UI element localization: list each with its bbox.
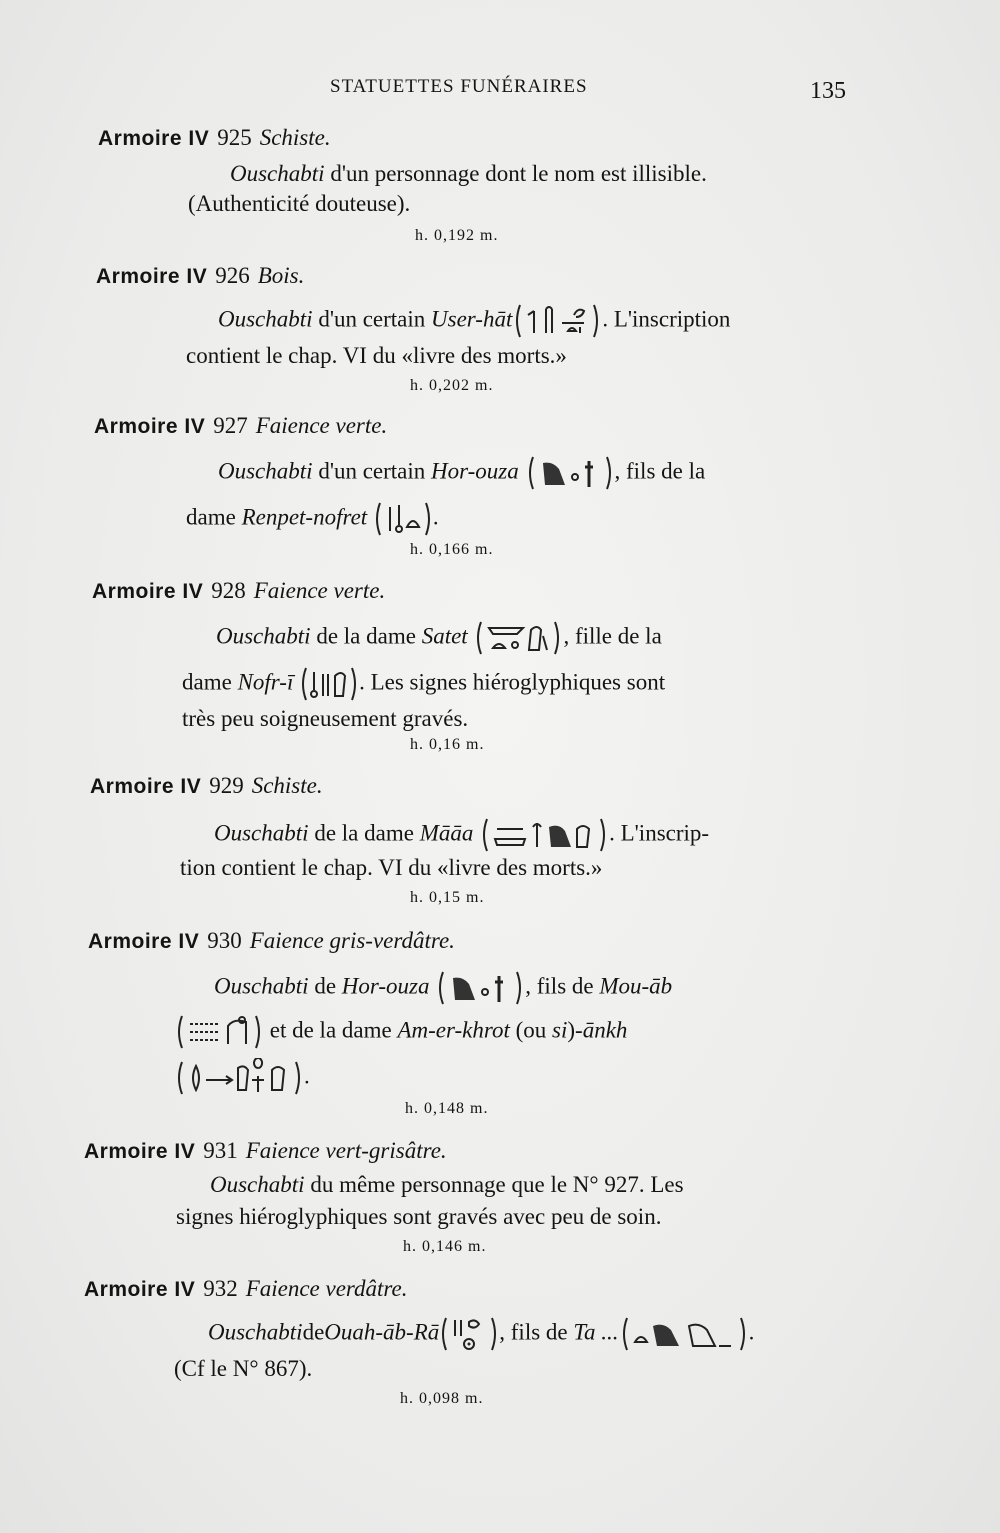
entry-line (208, 1314, 754, 1354)
material: Faience gris-verdâtre. (249, 928, 455, 953)
catalogue-number: 925 (217, 125, 252, 150)
entry-text: . L'inscrip- (609, 820, 710, 846)
entry-text: . (748, 1319, 755, 1345)
entry-line (230, 161, 845, 187)
armoire-label: Armoire IV (88, 930, 200, 953)
ouschabti-label: Ouschabti (218, 458, 313, 484)
hieroglyph-cartouche-icon (479, 815, 609, 855)
hieroglyph-cartouche-icon (174, 1058, 304, 1098)
dimension: h. 0,148 m. (405, 1100, 489, 1117)
ouschabti-label: Ouschabti (214, 973, 309, 999)
entry-text: d'un certain (318, 306, 426, 332)
entry-line (216, 618, 662, 658)
entry-text: si (552, 1017, 568, 1043)
page-number: 135 (810, 78, 846, 104)
entry-text: . L'inscription (602, 306, 731, 332)
person-name: Hor-ouza (341, 973, 430, 999)
ouschabti-label: Ouschabti (208, 1319, 303, 1345)
armoire-label: Armoire IV (84, 1278, 196, 1301)
material: Faience verdâtre. (245, 1276, 408, 1301)
entry-heading (98, 125, 331, 151)
catalogue-number: 932 (203, 1276, 238, 1301)
entry-heading (88, 928, 455, 954)
entry-text: dame (186, 504, 236, 530)
armoire-label: Armoire IV (92, 580, 204, 603)
catalogue-number: 927 (213, 413, 248, 438)
entry-line (210, 1172, 828, 1198)
entry-line: (Authenticité douteuse). (188, 191, 411, 216)
entry-text: de la dame (316, 623, 416, 649)
entry-text: d'un certain (318, 458, 426, 484)
hieroglyph-cartouche-icon (174, 1012, 264, 1052)
person-name: Nofr-ī (237, 669, 294, 695)
armoire-label: Armoire IV (90, 775, 202, 798)
entry-heading (90, 773, 323, 799)
person-name: Am-er-khrot (397, 1017, 510, 1043)
page-header (0, 72, 1000, 102)
entry-text: . Les signes hiéroglyphiques sont (359, 669, 666, 695)
hieroglyph-cartouche-icon (525, 453, 615, 493)
hieroglyph-cartouche-icon (473, 618, 563, 658)
entry-line (174, 1058, 310, 1098)
entry-text: et de la dame (269, 1017, 392, 1043)
armoire-label: Armoire IV (84, 1140, 196, 1163)
entry-text: de (302, 1319, 325, 1345)
ouschabti-label: Ouschabti (218, 306, 313, 332)
entry-line (214, 815, 709, 855)
person-name: Ouah-āb-Rā (324, 1319, 440, 1345)
dimension: h. 0,146 m. (403, 1238, 487, 1255)
entry-line: (Cf le N° 867). (174, 1356, 313, 1381)
material: Faience verte. (255, 413, 388, 438)
ouschabti-label: Ouschabti (210, 1172, 305, 1197)
entry-line (214, 968, 672, 1008)
entry-line (218, 301, 730, 341)
person-name: Satet (421, 623, 468, 649)
material: Schiste. (251, 773, 323, 798)
catalogue-number: 926 (215, 263, 250, 288)
dimension: h. 0,192 m. (415, 227, 499, 244)
ouschabti-label: Ouschabti (214, 820, 309, 846)
entry-line (218, 453, 705, 493)
entry-line: signes hiéroglyphiques sont gravés avec peu de soin. (176, 1204, 662, 1229)
entry-line: tion contient le chap. VI du «livre des morts.» (180, 855, 603, 880)
material: Schiste. (259, 125, 331, 150)
entry-text: dame (182, 669, 232, 695)
dimension: h. 0,15 m. (410, 889, 485, 906)
material: Faience vert-grisâtre. (245, 1138, 447, 1163)
entry-line (174, 1012, 627, 1052)
entry-text: , fils de la (614, 458, 706, 484)
entry-heading (94, 413, 387, 439)
entry-text: , fils de (499, 1319, 568, 1345)
entry-text: )- (567, 1017, 583, 1043)
catalogue-number: 928 (211, 578, 246, 603)
entry-text: ānkh (582, 1017, 628, 1043)
dimension: h. 0,098 m. (400, 1390, 484, 1407)
entry-heading (84, 1276, 407, 1302)
entry-line (186, 499, 439, 539)
entry-line: très peu soigneusement gravés. (182, 706, 469, 731)
hieroglyph-cartouche-icon (299, 664, 359, 704)
armoire-label: Armoire IV (94, 415, 206, 438)
entry-heading (96, 263, 304, 289)
running-head: STATUETTES FUNÉRAIRES (330, 76, 588, 97)
ouschabti-label: Ouschabti (230, 161, 325, 186)
entry-text: , fille de la (563, 623, 662, 649)
person-name: Ta ... (573, 1319, 619, 1345)
entry-text: . (304, 1063, 310, 1089)
person-name: User-hāt (431, 306, 513, 332)
ouschabti-label: Ouschabti (216, 623, 311, 649)
hieroglyph-cartouche-icon (373, 499, 433, 539)
person-name: Mou-āb (599, 973, 673, 999)
entry-text: (ou (515, 1017, 547, 1043)
entry-text: , fils de (525, 973, 594, 999)
catalogue-number: 929 (209, 773, 244, 798)
person-name: Hor-ouza (431, 458, 519, 484)
armoire-label: Armoire IV (96, 265, 208, 288)
entry-text: du même personnage que le N° 927. Les (310, 1172, 684, 1197)
entry-text: . (432, 504, 439, 530)
material: Faience verte. (253, 578, 386, 603)
entry-text: de (314, 973, 337, 999)
dimension: h. 0,16 m. (410, 736, 485, 753)
entry-heading (84, 1138, 447, 1164)
entry-text: d'un personnage dont le nom est illisible. (330, 161, 707, 186)
entry-line: contient le chap. VI du «livre des morts.» (186, 343, 567, 368)
dimension: h. 0,166 m. (410, 541, 494, 558)
entry-text: de la dame (314, 820, 414, 846)
dimension: h. 0,202 m. (410, 377, 494, 394)
hieroglyph-cartouche-icon (619, 1314, 749, 1354)
person-name: Māāa (419, 820, 474, 846)
catalogue-number: 930 (207, 928, 242, 953)
hieroglyph-cartouche-icon (435, 968, 525, 1008)
entry-line (182, 664, 665, 704)
person-name: Renpet-nofret (241, 504, 368, 530)
hieroglyph-cartouche-icon (512, 301, 602, 341)
material: Bois. (257, 263, 305, 288)
hieroglyph-cartouche-icon (439, 1314, 499, 1354)
entry-heading (92, 578, 385, 604)
armoire-label: Armoire IV (98, 127, 210, 150)
catalogue-number: 931 (203, 1138, 238, 1163)
